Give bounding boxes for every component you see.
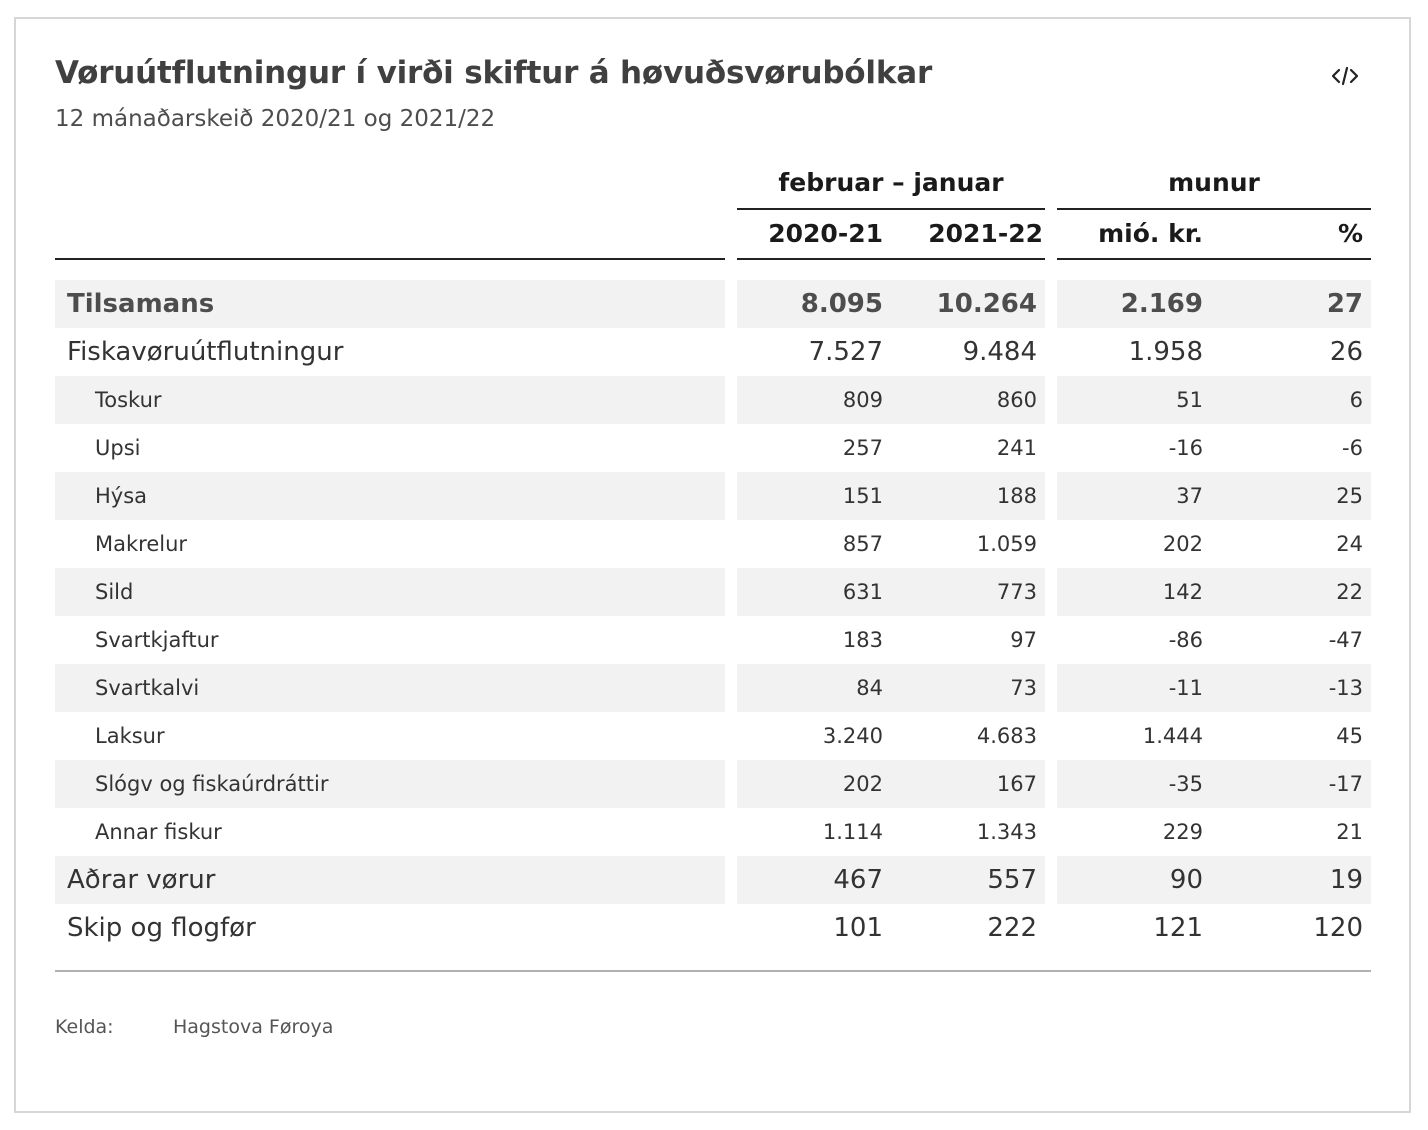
row-label: Upsi: [95, 436, 141, 460]
row-value-2020-21: 809: [842, 388, 883, 412]
header-rule-difference: [1057, 258, 1371, 260]
group-rule-period: [737, 208, 1045, 210]
row-value-: 22: [1336, 580, 1363, 604]
table-row: [55, 376, 1371, 424]
row-value-mi-kr: 202: [1162, 532, 1203, 556]
row-value-2021-22: 773: [996, 580, 1037, 604]
row-label: Toskur: [95, 388, 162, 412]
row-value-: 6: [1349, 388, 1363, 412]
row-value-2021-22: 1.059: [976, 532, 1037, 556]
row-value-2020-21: 631: [842, 580, 883, 604]
row-label: Sild: [95, 580, 134, 604]
row-value-2021-22: 1.343: [976, 820, 1037, 844]
code-embed-button[interactable]: [1328, 62, 1362, 90]
row-label: Makrelur: [95, 532, 188, 556]
row-value-2020-21: 101: [833, 913, 883, 943]
row-value-: -47: [1328, 628, 1363, 652]
row-value-mi-kr: 51: [1176, 388, 1203, 412]
row-label: Tilsamans: [67, 289, 215, 319]
row-label: Skip og flogfør: [67, 913, 256, 943]
table-title: Vøruútflutningur í virði skiftur á høvuðsvørubólkar: [55, 55, 933, 91]
row-value-mi-kr: -35: [1168, 772, 1203, 796]
table-row: [55, 808, 1371, 856]
row-value-2020-21: 7.527: [808, 337, 883, 367]
table-row: [55, 280, 1371, 328]
column-header-2020-21: 2020-21: [768, 219, 883, 248]
row-value-2020-21: 857: [842, 532, 883, 556]
row-value-: 24: [1336, 532, 1363, 556]
group-header-difference: munur: [1168, 168, 1260, 197]
table-row: [55, 328, 1371, 376]
table-row: [55, 568, 1371, 616]
table-row: [55, 664, 1371, 712]
row-value-2020-21: 467: [833, 865, 883, 895]
row-value-2021-22: 73: [1010, 676, 1037, 700]
row-value-: -6: [1342, 436, 1363, 460]
row-value-2020-21: 84: [856, 676, 883, 700]
row-value-mi-kr: 1.958: [1128, 337, 1203, 367]
table-bottom-rule: [55, 970, 1371, 972]
row-value-2021-22: 4.683: [976, 724, 1037, 748]
row-label: Annar fiskur: [95, 820, 222, 844]
row-value-mi-kr: 90: [1169, 865, 1203, 895]
row-value-: -13: [1328, 676, 1363, 700]
header-rule-period: [737, 258, 1045, 260]
table-row: [55, 760, 1371, 808]
row-value-: 27: [1326, 289, 1363, 319]
row-value-: 26: [1329, 337, 1363, 367]
row-value-2021-22: 241: [996, 436, 1037, 460]
table-row: [55, 904, 1371, 952]
row-value-: 25: [1336, 484, 1363, 508]
header-rule-label: [55, 258, 725, 260]
row-value-: 120: [1313, 913, 1363, 943]
code-embed-icon: [1330, 64, 1360, 88]
column-header-2021-22: 2021-22: [928, 219, 1043, 248]
row-label: Aðrar vørur: [67, 865, 216, 895]
row-value-2021-22: 9.484: [962, 337, 1037, 367]
row-value-2020-21: 8.095: [800, 289, 883, 319]
row-value-: 21: [1336, 820, 1363, 844]
row-label: Hýsa: [95, 484, 148, 508]
table-row: [55, 856, 1371, 904]
row-background: [55, 424, 725, 472]
row-value-2021-22: 557: [987, 865, 1037, 895]
row-value-mi-kr: 1.444: [1142, 724, 1203, 748]
source-label: Kelda:: [55, 1016, 114, 1038]
group-header-period: februar – januar: [778, 168, 1004, 197]
row-value-mi-kr: 121: [1153, 913, 1203, 943]
row-value-2021-22: 97: [1010, 628, 1037, 652]
row-value-2020-21: 257: [842, 436, 883, 460]
column-header-mio-kr: mió. kr.: [1098, 219, 1203, 248]
row-label: Slógv og fiskaúrdráttir: [95, 772, 329, 796]
row-label: Laksur: [95, 724, 165, 748]
table-subtitle: 12 mánaðarskeið 2020/21 og 2021/22: [55, 106, 496, 132]
row-value-2021-22: 167: [996, 772, 1037, 796]
row-label: Svartkjaftur: [95, 628, 219, 652]
table-row: [55, 712, 1371, 760]
row-value-2020-21: 202: [842, 772, 883, 796]
row-background: [55, 472, 725, 520]
row-value-mi-kr: 142: [1162, 580, 1203, 604]
row-value-2020-21: 183: [842, 628, 883, 652]
row-value-: 45: [1336, 724, 1363, 748]
table-row: [55, 616, 1371, 664]
row-value-: -17: [1328, 772, 1363, 796]
row-label: Fiskavøruútflutningur: [67, 337, 344, 367]
row-value-: 19: [1329, 865, 1363, 895]
row-value-2021-22: 10.264: [936, 289, 1037, 319]
row-value-mi-kr: 37: [1176, 484, 1203, 508]
row-value-mi-kr: 229: [1162, 820, 1203, 844]
column-header-percent: %: [1337, 219, 1363, 248]
row-value-mi-kr: -11: [1168, 676, 1203, 700]
row-value-2021-22: 860: [996, 388, 1037, 412]
table-row: [55, 472, 1371, 520]
row-value-mi-kr: -86: [1168, 628, 1203, 652]
table-row: [55, 520, 1371, 568]
table-row: [55, 424, 1371, 472]
row-value-mi-kr: 2.169: [1120, 289, 1203, 319]
row-background: [55, 568, 725, 616]
row-value-2021-22: 188: [996, 484, 1037, 508]
row-value-2020-21: 1.114: [822, 820, 883, 844]
group-rule-difference: [1057, 208, 1371, 210]
row-value-2021-22: 222: [987, 913, 1037, 943]
row-label: Svartkalvi: [95, 676, 200, 700]
row-value-2020-21: 3.240: [822, 724, 883, 748]
row-value-mi-kr: -16: [1168, 436, 1203, 460]
row-value-2020-21: 151: [842, 484, 883, 508]
source-value: Hagstova Føroya: [173, 1016, 334, 1038]
